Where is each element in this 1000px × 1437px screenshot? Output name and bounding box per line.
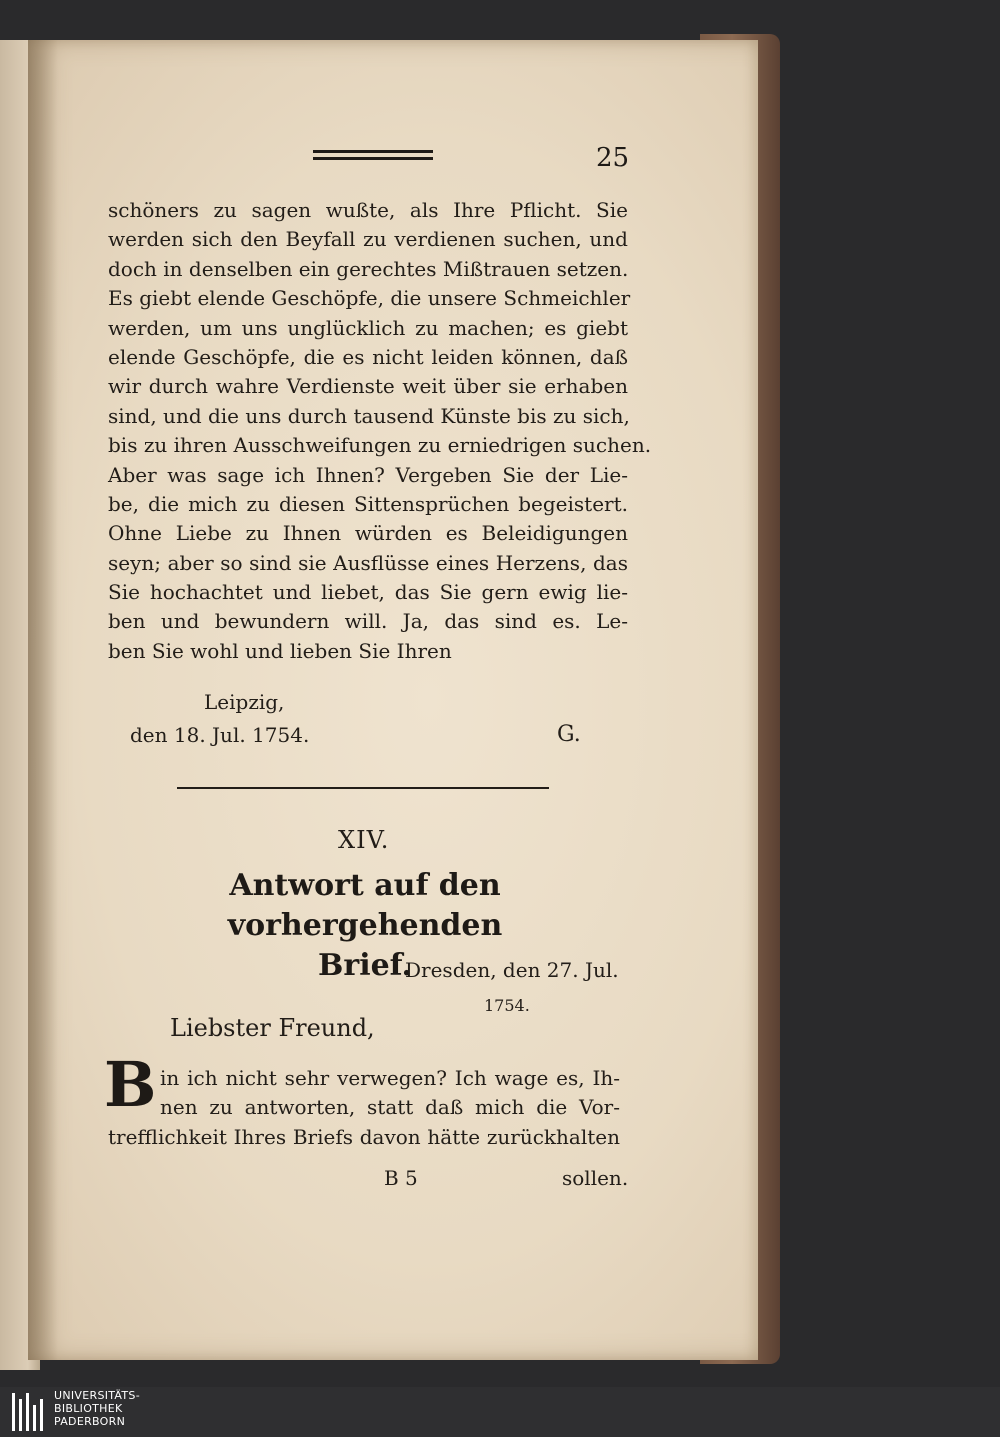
text-line: wir durch wahre Verdienste weit über sie erhaben	[108, 374, 628, 399]
text-line: ben Sie wohl und lieben Sie Ihren	[108, 638, 452, 663]
text-line: seyn; aber so sind sie Ausflüsse eines Herzens, das	[108, 550, 628, 575]
letter-number: XIV.	[338, 826, 390, 854]
footer-bar	[0, 1387, 1000, 1437]
letter-date: den 18. Jul. 1754.	[130, 723, 310, 747]
drop-cap-initial: B	[104, 1048, 157, 1121]
reply-dateline: Dresden, den 27. Jul.	[405, 958, 619, 982]
text-line: elende Geschöpfe, die es nicht leiden können, daß	[108, 344, 628, 369]
text-line: nen zu antworten, statt daß mich die Vor-	[160, 1095, 620, 1120]
library-name-line: PADERBORN	[54, 1415, 126, 1428]
text-line: Sie hochachtet und liebet, das Sie gern ewig lie-	[108, 580, 628, 605]
letter-continuation-text	[108, 196, 652, 666]
text-line: werden, um uns unglücklich zu machen; es giebt	[108, 315, 628, 340]
text-line: schöners zu sagen wußte, als Ihre Pflicht. Sie	[108, 198, 628, 222]
letter-place: Leipzig,	[204, 690, 285, 714]
text-line: be, die mich zu diesen Sittensprüchen begeistert.	[108, 491, 628, 516]
text-line: trefflichkeit Ihres Briefs davon hätte zurückhalten	[108, 1124, 620, 1149]
text-line: Ohne Liebe zu Ihnen würden es Beleidigungen	[108, 521, 628, 546]
reply-dateline-year: 1754.	[484, 996, 530, 1015]
header-rule	[313, 150, 433, 160]
text-line: bis zu ihren Ausschweifungen zu erniedrigen suchen.	[108, 433, 652, 458]
text-line: Aber was sage ich Ihnen? Vergeben Sie der Lie-	[108, 462, 628, 487]
text-line: doch in denselben ein gerechtes Mißtrauen setzen.	[108, 256, 629, 281]
reply-letter-text	[108, 1064, 620, 1152]
text-line: sind, und die uns durch tausend Künste bis zu sich,	[108, 403, 630, 428]
text-line: werden sich den Beyfall zu verdienen suchen, und	[108, 227, 628, 252]
salutation: Liebster Freund,	[170, 1014, 375, 1042]
catchword: sollen.	[562, 1166, 629, 1190]
text-line: Es giebt elende Geschöpfe, die unsere Schmeichler	[108, 286, 631, 311]
printer-signature-mark: B 5	[384, 1166, 418, 1190]
text-line: in ich nicht sehr verwegen? Ich wage es, Ih-	[160, 1066, 620, 1090]
gutter-shadow	[28, 40, 58, 1360]
library-logo-icon	[10, 1391, 44, 1433]
letter-signature: G.	[557, 722, 581, 747]
letter-title-line: Antwort auf den vorhergehenden	[227, 868, 503, 943]
page-number: 25	[596, 143, 630, 173]
letter-title-line: Brief.	[318, 948, 412, 983]
library-name	[54, 1389, 140, 1428]
library-name-line: BIBLIOTHEK	[54, 1402, 123, 1415]
section-divider	[177, 787, 549, 789]
text-line: ben und bewundern will. Ja, das sind es. Le-	[108, 609, 628, 634]
library-name-line: UNIVERSITÄTS-	[54, 1389, 140, 1402]
